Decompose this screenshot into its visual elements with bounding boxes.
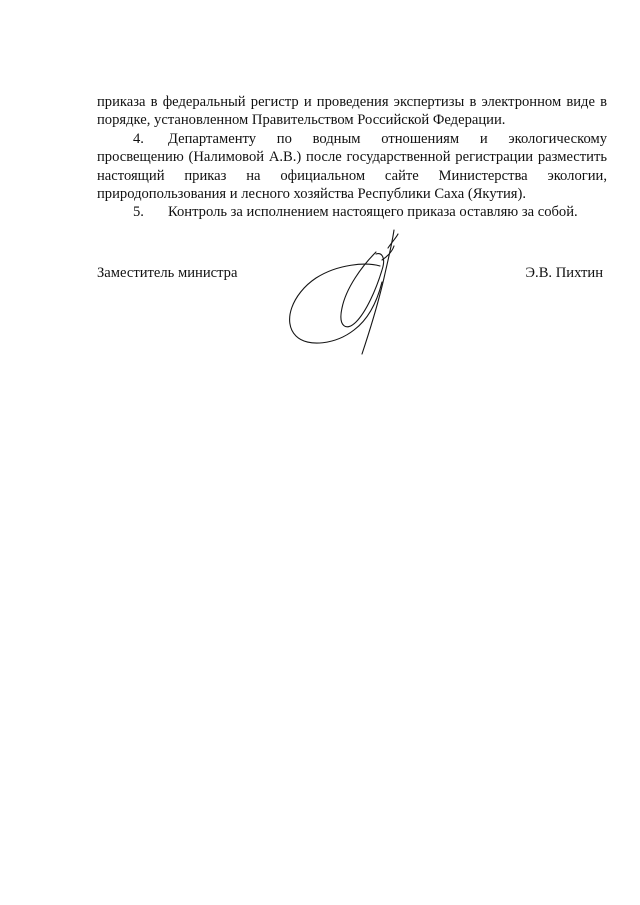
paragraph-continuation: приказа в федеральный регистр и проведения экспертизы в электронном виде в порядке, установленном Правительством Российской Федерации. [97,94,607,129]
signature-flourish-stroke [382,234,398,260]
order-body [97,93,607,222]
signatory-name: Э.В. Пихтин [525,265,603,281]
item-text-4: Департаменту по водным отношениям и экологическому просвещению (Налимовой А.В.) после государственной регистрации разместить настоящий приказ на официальном сайте Министерства экологии, природопользования и лесного хозяйства Республики Саха (Якутия). [97,130,607,203]
item-text-5: Контроль за исполнением настоящего приказа оставляю за собой. [168,204,578,221]
signature-inner-stroke [341,252,384,327]
handwritten-signature [278,226,408,356]
item-number-4: 4. [133,130,144,147]
list-item-4 [97,130,607,204]
signature-descender-stroke [362,230,394,354]
signatory-title: Заместитель министра [97,265,238,281]
list-item-5 [97,203,607,221]
item-number-5: 5. [133,204,144,221]
